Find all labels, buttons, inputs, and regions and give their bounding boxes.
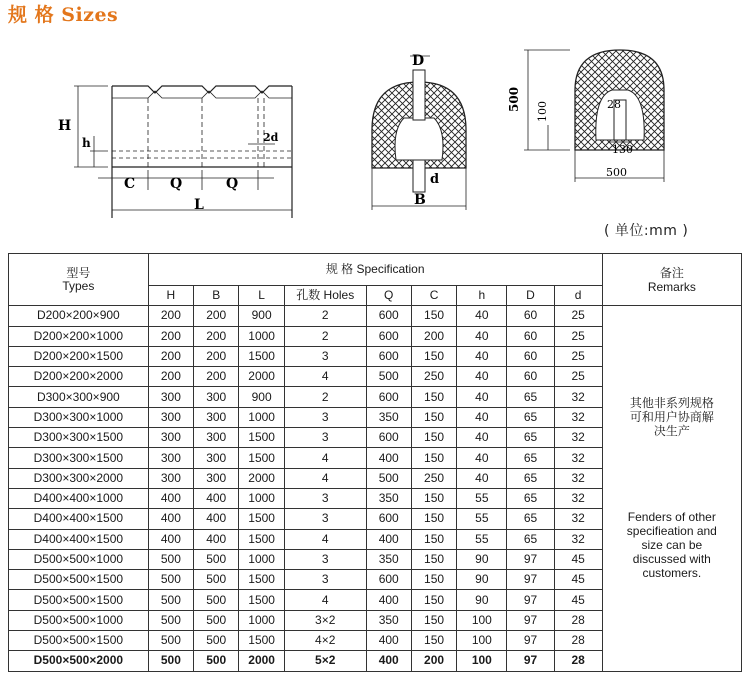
value-cell: 150 <box>411 428 456 448</box>
value-cell: 25 <box>554 306 602 326</box>
value-cell: 200 <box>148 326 193 346</box>
value-cell: 100 <box>457 651 507 671</box>
remarks-header-cn: 备注 <box>659 265 684 280</box>
type-cell: D200×200×1500 <box>9 346 149 366</box>
value-cell: 900 <box>239 306 285 326</box>
value-cell: 25 <box>554 326 602 346</box>
label-h: h <box>82 136 91 150</box>
value-cell: 600 <box>366 326 411 346</box>
value-cell: 3 <box>284 488 366 508</box>
value-cell: 97 <box>507 651 554 671</box>
value-cell: 60 <box>507 367 554 387</box>
value-cell: 150 <box>411 407 456 427</box>
value-cell: 60 <box>507 306 554 326</box>
value-cell: 400 <box>366 529 411 549</box>
value-cell: 150 <box>411 549 456 569</box>
value-cell: 400 <box>148 529 193 549</box>
value-cell: 100 <box>457 610 507 630</box>
value-cell: 500 <box>148 631 193 651</box>
value-cell: 150 <box>411 529 456 549</box>
value-cell: 350 <box>366 407 411 427</box>
value-cell: 40 <box>457 448 507 468</box>
value-cell: 150 <box>411 448 456 468</box>
value-cell: 25 <box>554 367 602 387</box>
value-cell: 40 <box>457 428 507 448</box>
value-cell: 300 <box>194 428 239 448</box>
label-H: H <box>58 118 72 134</box>
value-cell: 350 <box>366 488 411 508</box>
value-cell: 1000 <box>239 488 285 508</box>
page-title: 规 格 Sizes <box>8 4 119 26</box>
remarks-header-en: Remarks <box>647 279 696 294</box>
value-cell: 200 <box>411 326 456 346</box>
value-cell: 2 <box>284 306 366 326</box>
value-cell: 1000 <box>239 549 285 569</box>
value-cell: 500 <box>194 631 239 651</box>
type-cell: D300×300×1000 <box>9 407 149 427</box>
value-cell: 40 <box>457 387 507 407</box>
value-cell: 4 <box>284 468 366 488</box>
value-cell: 350 <box>366 610 411 630</box>
table-row <box>9 306 742 326</box>
label-B: B <box>414 192 426 208</box>
value-cell: 4×2 <box>284 631 366 651</box>
value-cell: 97 <box>507 610 554 630</box>
value-cell: 40 <box>457 306 507 326</box>
column-header: D <box>507 286 554 306</box>
value-cell: 3 <box>284 346 366 366</box>
value-cell: 60 <box>507 326 554 346</box>
types-header <box>9 254 149 306</box>
value-cell: 400 <box>194 529 239 549</box>
value-cell: 500 <box>148 570 193 590</box>
value-cell: 150 <box>411 570 456 590</box>
value-cell: 3 <box>284 407 366 427</box>
value-cell: 97 <box>507 590 554 610</box>
value-cell: 300 <box>194 448 239 468</box>
value-cell: 400 <box>148 488 193 508</box>
value-cell: 65 <box>507 488 554 508</box>
cross-section-drawing <box>372 56 466 210</box>
value-cell: 150 <box>411 610 456 630</box>
value-cell: 32 <box>554 529 602 549</box>
value-cell: 200 <box>194 367 239 387</box>
value-cell: 32 <box>554 428 602 448</box>
value-cell: 3 <box>284 549 366 569</box>
value-cell: 150 <box>411 488 456 508</box>
value-cell: 28 <box>554 610 602 630</box>
value-cell: 2 <box>284 326 366 346</box>
side-view-drawing <box>74 86 292 218</box>
value-cell: 97 <box>507 570 554 590</box>
value-cell: 25 <box>554 346 602 366</box>
value-cell: 200 <box>411 651 456 671</box>
value-cell: 4 <box>284 367 366 387</box>
value-cell: 32 <box>554 488 602 508</box>
value-cell: 32 <box>554 448 602 468</box>
column-header: C <box>411 286 456 306</box>
value-cell: 97 <box>507 631 554 651</box>
value-cell: 300 <box>194 468 239 488</box>
spec-header: 规 格 Specification <box>148 254 602 286</box>
type-cell: D400×400×1000 <box>9 488 149 508</box>
column-header: h <box>457 286 507 306</box>
types-header-en: Types <box>62 278 95 293</box>
value-cell: 400 <box>194 488 239 508</box>
type-cell: D500×500×1000 <box>9 549 149 569</box>
value-cell: 2 <box>284 387 366 407</box>
value-cell: 300 <box>194 387 239 407</box>
value-cell: 300 <box>148 448 193 468</box>
value-cell: 600 <box>366 570 411 590</box>
column-header: B <box>194 286 239 306</box>
value-cell: 500 <box>194 590 239 610</box>
value-cell: 900 <box>239 387 285 407</box>
value-cell: 150 <box>411 631 456 651</box>
value-cell: 200 <box>148 367 193 387</box>
value-cell: 65 <box>507 468 554 488</box>
type-cell: D300×300×1500 <box>9 428 149 448</box>
remarks-header <box>602 254 741 306</box>
value-cell: 4 <box>284 448 366 468</box>
value-cell: 32 <box>554 407 602 427</box>
value-cell: 500 <box>194 549 239 569</box>
value-cell: 90 <box>457 590 507 610</box>
value-cell: 1500 <box>239 346 285 366</box>
value-cell: 600 <box>366 387 411 407</box>
value-cell: 100 <box>457 631 507 651</box>
value-cell: 500 <box>366 367 411 387</box>
value-cell: 150 <box>411 346 456 366</box>
type-cell: D500×500×1000 <box>9 610 149 630</box>
value-cell: 400 <box>366 631 411 651</box>
value-cell: 600 <box>366 509 411 529</box>
label-L: L <box>194 197 204 213</box>
value-cell: 97 <box>507 549 554 569</box>
value-cell: 600 <box>366 346 411 366</box>
value-cell: 300 <box>148 468 193 488</box>
value-cell: 400 <box>366 590 411 610</box>
value-cell: 3 <box>284 570 366 590</box>
value-cell: 200 <box>194 346 239 366</box>
value-cell: 600 <box>366 306 411 326</box>
value-cell: 2000 <box>239 468 285 488</box>
value-cell: 3 <box>284 428 366 448</box>
value-cell: 40 <box>457 367 507 387</box>
value-cell: 350 <box>366 549 411 569</box>
value-cell: 300 <box>148 428 193 448</box>
value-cell: 500 <box>366 468 411 488</box>
type-cell: D300×300×900 <box>9 387 149 407</box>
value-cell: 500 <box>194 651 239 671</box>
value-cell: 65 <box>507 529 554 549</box>
value-cell: 45 <box>554 570 602 590</box>
value-cell: 5×2 <box>284 651 366 671</box>
value-cell: 65 <box>507 448 554 468</box>
value-cell: 300 <box>148 387 193 407</box>
value-cell: 150 <box>411 387 456 407</box>
unit-note: ( 单位:mm ) <box>604 223 689 239</box>
column-header: d <box>554 286 602 306</box>
value-cell: 1500 <box>239 590 285 610</box>
value-cell: 150 <box>411 509 456 529</box>
label-500-vertical: 500 <box>507 86 521 112</box>
value-cell: 32 <box>554 468 602 488</box>
value-cell: 1500 <box>239 448 285 468</box>
type-cell: D400×400×1500 <box>9 529 149 549</box>
value-cell: 65 <box>507 387 554 407</box>
value-cell: 500 <box>148 610 193 630</box>
value-cell: 32 <box>554 509 602 529</box>
value-cell: 45 <box>554 549 602 569</box>
value-cell: 4 <box>284 529 366 549</box>
type-cell: D500×500×1500 <box>9 570 149 590</box>
remarks-en-text: Fenders of other specifieation and size can be discussed with customers. <box>626 510 717 581</box>
type-cell: D500×500×2000 <box>9 651 149 671</box>
value-cell: 250 <box>411 367 456 387</box>
label-Q1: Q <box>170 176 183 192</box>
label-28: 28 <box>607 98 621 111</box>
specification-table <box>8 253 742 672</box>
value-cell: 45 <box>554 590 602 610</box>
label-130: 130 <box>612 143 633 156</box>
type-cell: D300×300×2000 <box>9 468 149 488</box>
value-cell: 200 <box>194 326 239 346</box>
value-cell: 55 <box>457 509 507 529</box>
label-D: D <box>412 53 425 69</box>
value-cell: 400 <box>366 448 411 468</box>
value-cell: 28 <box>554 651 602 671</box>
value-cell: 1500 <box>239 428 285 448</box>
value-cell: 500 <box>148 549 193 569</box>
value-cell: 300 <box>148 407 193 427</box>
value-cell: 200 <box>148 346 193 366</box>
value-cell: 500 <box>194 610 239 630</box>
type-cell: D200×200×2000 <box>9 367 149 387</box>
value-cell: 55 <box>457 529 507 549</box>
value-cell: 55 <box>457 488 507 508</box>
value-cell: 65 <box>507 509 554 529</box>
value-cell: 1000 <box>239 610 285 630</box>
value-cell: 2000 <box>239 651 285 671</box>
value-cell: 28 <box>554 631 602 651</box>
value-cell: 400 <box>194 509 239 529</box>
value-cell: 40 <box>457 468 507 488</box>
value-cell: 3×2 <box>284 610 366 630</box>
value-cell: 65 <box>507 407 554 427</box>
value-cell: 90 <box>457 570 507 590</box>
value-cell: 400 <box>366 651 411 671</box>
value-cell: 500 <box>148 590 193 610</box>
type-cell: D500×500×1500 <box>9 590 149 610</box>
column-header: L <box>239 286 285 306</box>
value-cell: 40 <box>457 326 507 346</box>
value-cell: 32 <box>554 387 602 407</box>
label-100: 100 <box>536 101 549 122</box>
types-header-cn: 型号 <box>66 265 91 280</box>
value-cell: 90 <box>457 549 507 569</box>
label-C: C <box>124 176 136 192</box>
value-cell: 1000 <box>239 326 285 346</box>
type-cell: D400×400×1500 <box>9 509 149 529</box>
value-cell: 400 <box>148 509 193 529</box>
value-cell: 1500 <box>239 529 285 549</box>
label-2d: 2d <box>263 131 279 144</box>
value-cell: 4 <box>284 590 366 610</box>
value-cell: 150 <box>411 306 456 326</box>
value-cell: 150 <box>411 590 456 610</box>
label-Q2: Q <box>226 176 239 192</box>
type-cell: D200×200×1000 <box>9 326 149 346</box>
value-cell: 40 <box>457 407 507 427</box>
type-cell: D200×200×900 <box>9 306 149 326</box>
value-cell: 65 <box>507 428 554 448</box>
value-cell: 60 <box>507 346 554 366</box>
value-cell: 1500 <box>239 631 285 651</box>
value-cell: 1500 <box>239 570 285 590</box>
value-cell: 250 <box>411 468 456 488</box>
fender-diagrams <box>0 30 746 245</box>
value-cell: 1000 <box>239 407 285 427</box>
column-header: 孔数 Holes <box>284 286 366 306</box>
remarks-cell <box>602 306 741 671</box>
column-header: Q <box>366 286 411 306</box>
label-500-horizontal: 500 <box>606 166 627 179</box>
value-cell: 200 <box>148 306 193 326</box>
type-cell: D500×500×1500 <box>9 631 149 651</box>
value-cell: 40 <box>457 346 507 366</box>
value-cell: 500 <box>148 651 193 671</box>
value-cell: 1500 <box>239 509 285 529</box>
value-cell: 300 <box>194 407 239 427</box>
value-cell: 500 <box>194 570 239 590</box>
label-d: d <box>430 172 440 187</box>
column-header: H <box>148 286 193 306</box>
value-cell: 3 <box>284 509 366 529</box>
value-cell: 2000 <box>239 367 285 387</box>
value-cell: 600 <box>366 428 411 448</box>
value-cell: 200 <box>194 306 239 326</box>
remarks-cn-text: 其他非系列规格可和用户协商解决生产 <box>629 396 714 439</box>
type-cell: D300×300×1500 <box>9 448 149 468</box>
